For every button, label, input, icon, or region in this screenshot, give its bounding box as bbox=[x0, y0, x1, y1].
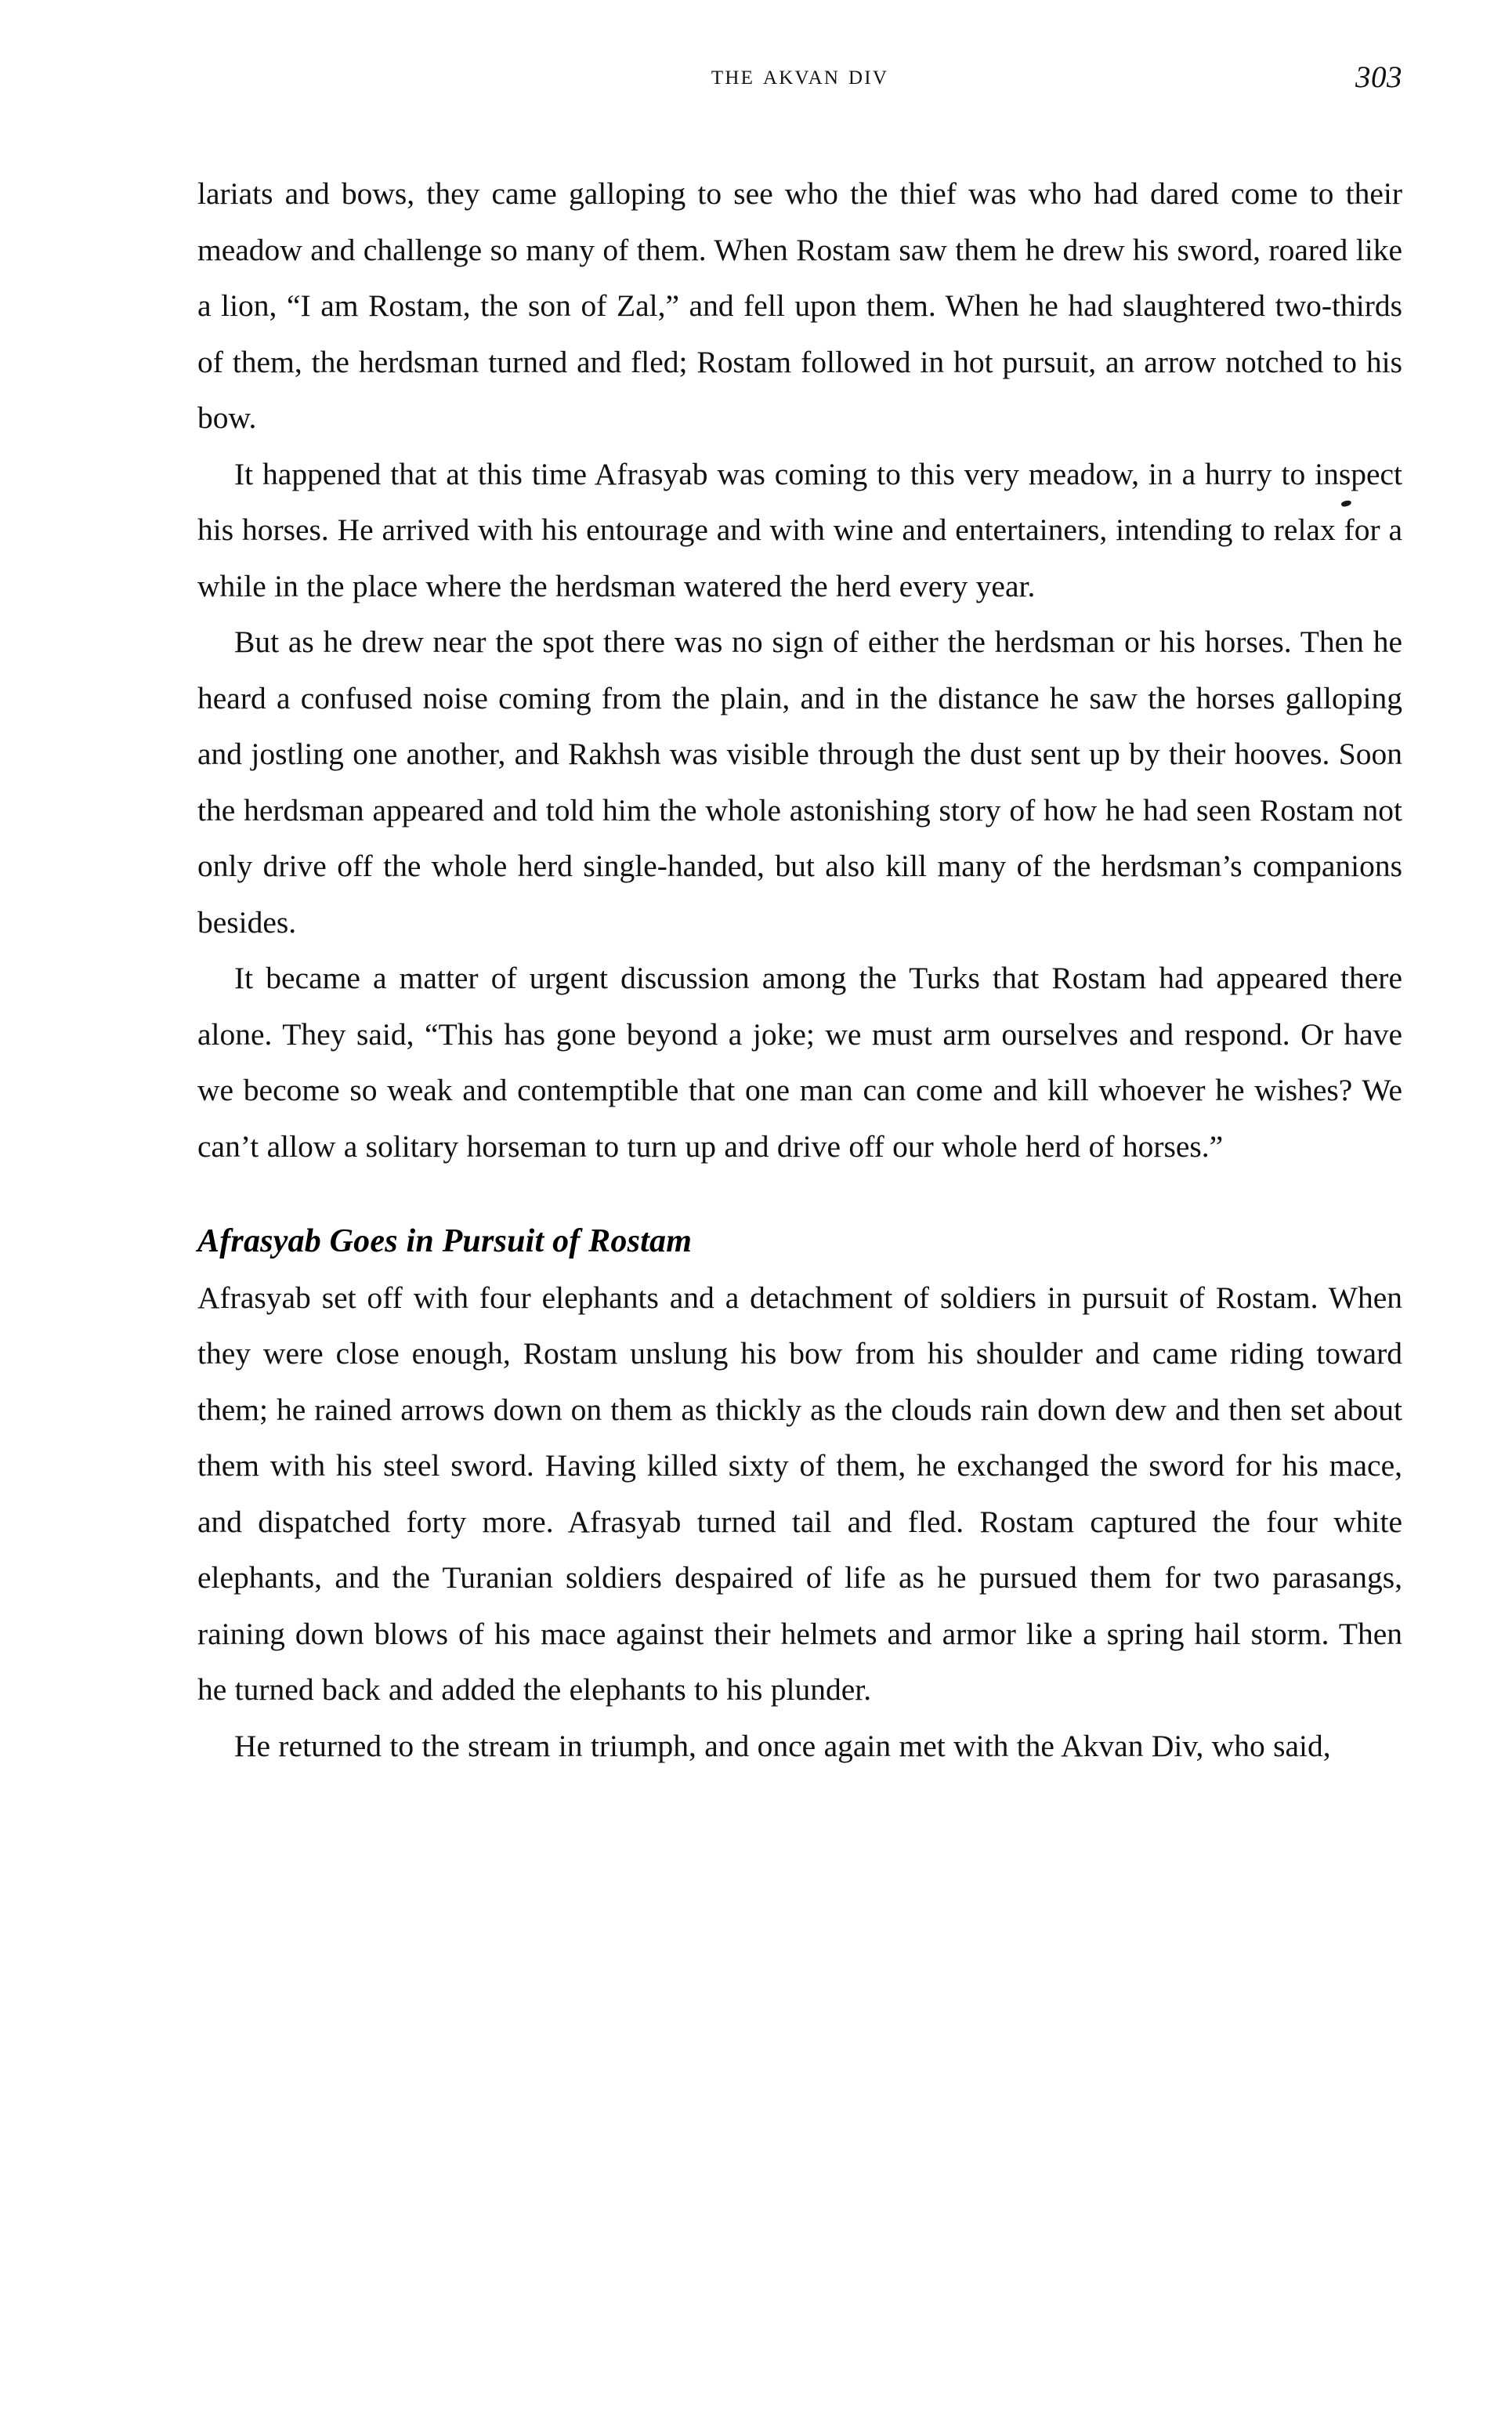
paragraph-2: It happened that at this time Afrasyab was coming to this very meadow, in a hurry to inspect his horses. He arrived with his entourage and with wine and entertainers, intending to relax for a while in the place where the herdsman watered the herd every year. bbox=[197, 456, 1402, 603]
paragraph-5: Afrasyab set off with four elephants and a detachment of soldiers in pursuit of Rostam. When they were close enough, Rostam unslung his bow from his shoulder and came riding toward them; he rained arrows down on them as thickly as the clouds rain down dew and then set about them with his steel sword. Having killed sixty of them, he exchanged the sword for his mace, and dispatched forty more. Afrasyab turned tail and fled. Rostam captured the four white elephants, and the Turanian soldiers despaired of life as he pursued them for two parasangs, raining down blows of his mace against their helmets and armor like a spring hail storm. Then he turned back and added the elephants to his plunder. bbox=[197, 1280, 1402, 1707]
section-spacer bbox=[197, 1175, 1402, 1214]
paragraph-1: lariats and bows, they came galloping to see who the thief was who had dared come to their meadow and challenge so many of them. When Rostam saw them he drew his sword, roared like a lion, “I am Rostam, the son of Zal,” and fell upon them. When he had slaughtered two-thirds of them, the herdsman turned and fled; Rostam followed in hot pursuit, an arrow notched to his bow. bbox=[197, 176, 1402, 435]
running-head-title: the akvan div bbox=[711, 60, 889, 90]
paragraph-3: But as he drew near the spot there was no sign of either the herdsman or his horses. Then he heard a confused noise coming from the plain, and in the distance he saw the horses galloping and jostling one another, and Rakhsh was visible through the dust sent up by their hooves. Soon the herdsman appeared and told him the whole astonishing story of how he had seen Rostam not only drive off the whole herd single-handed, but also kill many of the herdsman’s companions besides. bbox=[197, 625, 1402, 940]
section-heading: Afrasyab Goes in Pursuit of Rostam bbox=[197, 1223, 693, 1259]
page-number: 303 bbox=[1355, 60, 1402, 94]
paragraph-6: He returned to the stream in triumph, and once again met with the Akvan Div, who said, bbox=[234, 1728, 1331, 1763]
running-head bbox=[197, 60, 1402, 107]
text-column bbox=[197, 166, 1402, 1774]
paragraph-4: It became a matter of urgent discussion among the Turks that Rostam had appeared there alone. They said, “This has gone beyond a joke; we must arm ourselves and respond. Or have we become so weak and contemptible that one man can come and kill whoever he wishes? We can’t allow a solitary horseman to turn up and drive off our whole herd of horses.” bbox=[197, 961, 1402, 1164]
